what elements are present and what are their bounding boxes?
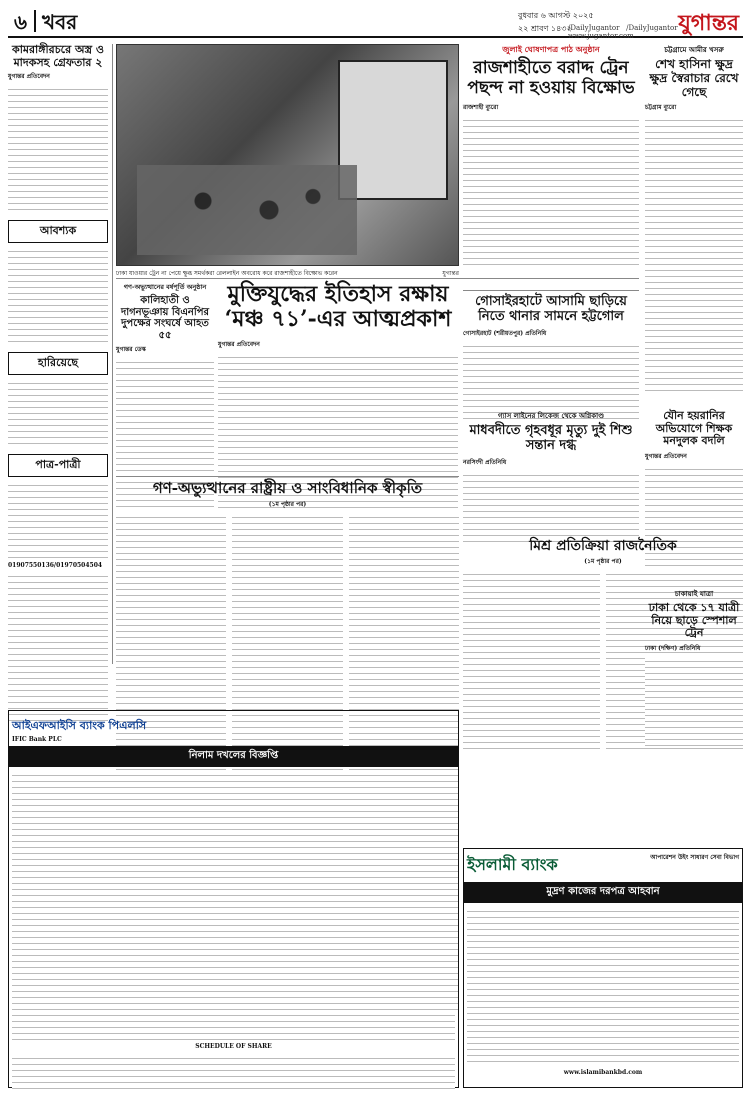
islami-website[interactable]: www.islamibankbd.com [563, 1069, 643, 1076]
crowd-image [137, 165, 357, 255]
islami-body [467, 906, 739, 1066]
recognition-headline: গণ-অভ্যুত্থানের রাষ্ট্রীয় ও সাংবিধানিক স্বীকৃতি [152, 479, 423, 497]
ific-body [12, 770, 455, 1040]
classified-wanted-body [8, 246, 108, 346]
classified-lost [8, 352, 108, 448]
caption-text: ঢাকা যাওয়ার ট্রেন না পেয়ে ক্ষুব্ধ সমর্থকরা রেললাইন অবরোধ করে রাজশাহীতে বিক্ষোভ করেন [116, 270, 338, 277]
islami-bank-name: ইসলামী ব্যাংক [467, 855, 558, 874]
train-body [645, 656, 743, 746]
column-divider [112, 44, 113, 664]
harassment-byline: যুগান্তর প্রতিবেদন [645, 452, 687, 460]
section-title: খবর [42, 10, 78, 34]
classified-phone: 01907550136/01970504504 [8, 562, 103, 570]
classified-matrimonial-title: পাত্র-পাত্রী [8, 454, 108, 477]
classified-matrimonial-body-1 [8, 480, 108, 560]
header-separator [34, 10, 36, 32]
clash-headline: কালিহাতী ও দাগনভূঞায় বিএনপির দুপক্ষের সংঘর্ষে আহত ৫৫ [120, 295, 210, 341]
story-special-train [645, 588, 743, 746]
ific-schedule-body [12, 1053, 455, 1093]
story-clash [116, 282, 214, 512]
page-header [8, 6, 743, 38]
lead-headline: মুক্তিযুদ্ধের ইতিহাস রক্ষায় ‘মঞ্চ ৭১’-এর আত্মপ্রকাশ [224, 281, 452, 333]
mixed-col-1 [463, 569, 600, 749]
rajshahi-byline: রাজশাহী ব্যুরো [463, 104, 499, 112]
classified-lost-title: হারিয়েছে [8, 352, 108, 375]
story-kamrangirchar-body [8, 84, 108, 214]
ific-header [9, 711, 458, 746]
ific-schedule-title: SCHEDULE OF SHARE [195, 1043, 272, 1050]
hasina-byline: চট্টগ্রাম ব্যুরো [645, 104, 677, 112]
ific-notice [8, 710, 459, 1088]
facebook-handle[interactable]: /DailyJugantor [568, 24, 620, 32]
recognition-pageref: (১ম পৃষ্ঠার পর) [268, 501, 307, 509]
hasina-kicker: চট্টগ্রামে আমীর খসরু [664, 45, 724, 54]
story-sheikh-hasina [645, 44, 743, 395]
islami-bank-ad [463, 848, 743, 1088]
lead-byline: যুগান্তর প্রতিবেদন [218, 340, 260, 348]
rajshahi-body [463, 115, 639, 265]
islami-header [464, 849, 742, 882]
islami-division: আপারেশন উইং সাধারণ সেবা বিভাগ [650, 854, 739, 861]
story-madhabdi [463, 410, 639, 545]
gosairhat-headline: গোসাইরহাটে আসামি ছাড়িয়ে নিতে থানার সামনে হট্টগোল [475, 294, 627, 324]
gosairhat-byline: গোসাইরহাট (শরীয়তপুর) প্রতিনিধি [463, 329, 547, 337]
lead-story [218, 282, 458, 512]
lead-photo [116, 44, 459, 266]
mixed-pageref: (১ম পৃষ্ঠার পর) [584, 558, 622, 566]
twitter-handle[interactable]: /DailyJugantor [626, 24, 678, 32]
madhabdi-body [463, 470, 639, 545]
gosairhat-body [463, 341, 639, 421]
hasina-body [645, 115, 743, 395]
clash-kicker: গণ-অভ্যুত্থানের বর্ষপূর্তি অনুষ্ঠান [123, 283, 207, 291]
page-number: ৬ [14, 10, 28, 34]
train-byline: ঢাকা (দক্ষিণ) প্রতিনিধি [645, 644, 701, 652]
train-headline: ঢাকা থেকে ১৭ যাত্রী নিয়ে ছাড়ে স্পেশাল ট্রেন [648, 601, 740, 640]
story-rajshahi [463, 44, 639, 265]
clash-byline: যুগান্তর ডেস্ক [116, 346, 146, 353]
madhabdi-byline: নরসিংদী প্রতিনিধি [463, 458, 507, 466]
story-kamrangirchar-headline: কামরাঙ্গীরচরে অস্ত্র ও মাদকসহ গ্রেফতার ২ [12, 43, 104, 69]
ific-subtitle: IFIC Bank PLC [12, 736, 62, 743]
date-bangla: ২২ শ্রাবণ ১৪৩২ [518, 24, 572, 33]
islami-notice-title: মুদ্রণ কাজের দরপত্র আহবান [464, 882, 742, 903]
rajshahi-kicker: জুলাই ঘোষণাপত্র পাঠ অনুষ্ঠান [502, 44, 600, 54]
madhabdi-headline: মাধবদীতে গৃহবধূর মৃত্যু দুই শিশু সন্তান দগ্ধ [469, 423, 633, 453]
classified-matrimonial-body-2 [8, 571, 108, 721]
divider-recognition [116, 476, 459, 477]
ific-bank-name: আইএফআইসি ব্যাংক পিএলসি [12, 719, 147, 732]
classified-wanted [8, 220, 108, 346]
jugantor-logo: যুগান্তর [678, 10, 739, 36]
caption-credit: যুগান্তর [442, 270, 459, 277]
train-kicker: চাকায়াই যাত্রা [674, 589, 714, 598]
classified-lost-body [8, 378, 108, 448]
harassment-headline: যৌন হয়রানির অভিযোগে শিক্ষক মনদুলক বদলি [655, 409, 733, 448]
hasina-headline: শেখ হাসিনা ক্ষুদ্র ক্ষুদ্র স্বৈরাচার রেখে গেছে [649, 57, 739, 99]
gosairhat-top-rule [463, 290, 639, 291]
rajshahi-headline: রাজশাহীতে বরাদ্দ ট্রেন পছন্দ না হওয়ায় বিক্ষোভ [467, 58, 635, 98]
date-gregorian: বুধবার ৬ আগস্ট ২০২৫ [518, 11, 594, 20]
mixed-headline: মিশ্র প্রতিক্রিয়া রাজনৈতিক [529, 538, 677, 554]
left-column [8, 44, 108, 644]
story-kamrangirchar-byline: যুগান্তর প্রতিবেদন [8, 73, 50, 81]
classified-matrimonial [8, 454, 108, 721]
website-link[interactable]: www.jugantor.com [568, 32, 634, 40]
classified-wanted-title: আবশ্যক [8, 220, 108, 243]
divider-under-photo [116, 278, 639, 279]
madhabdi-kicker: গ্যাস লাইনের লিকেজ থেকে অগ্নিকাণ্ড [497, 411, 605, 420]
story-gosairhat [463, 290, 639, 421]
ific-notice-title: নিলাম দখলের বিজ্ঞপ্তি [9, 746, 458, 767]
